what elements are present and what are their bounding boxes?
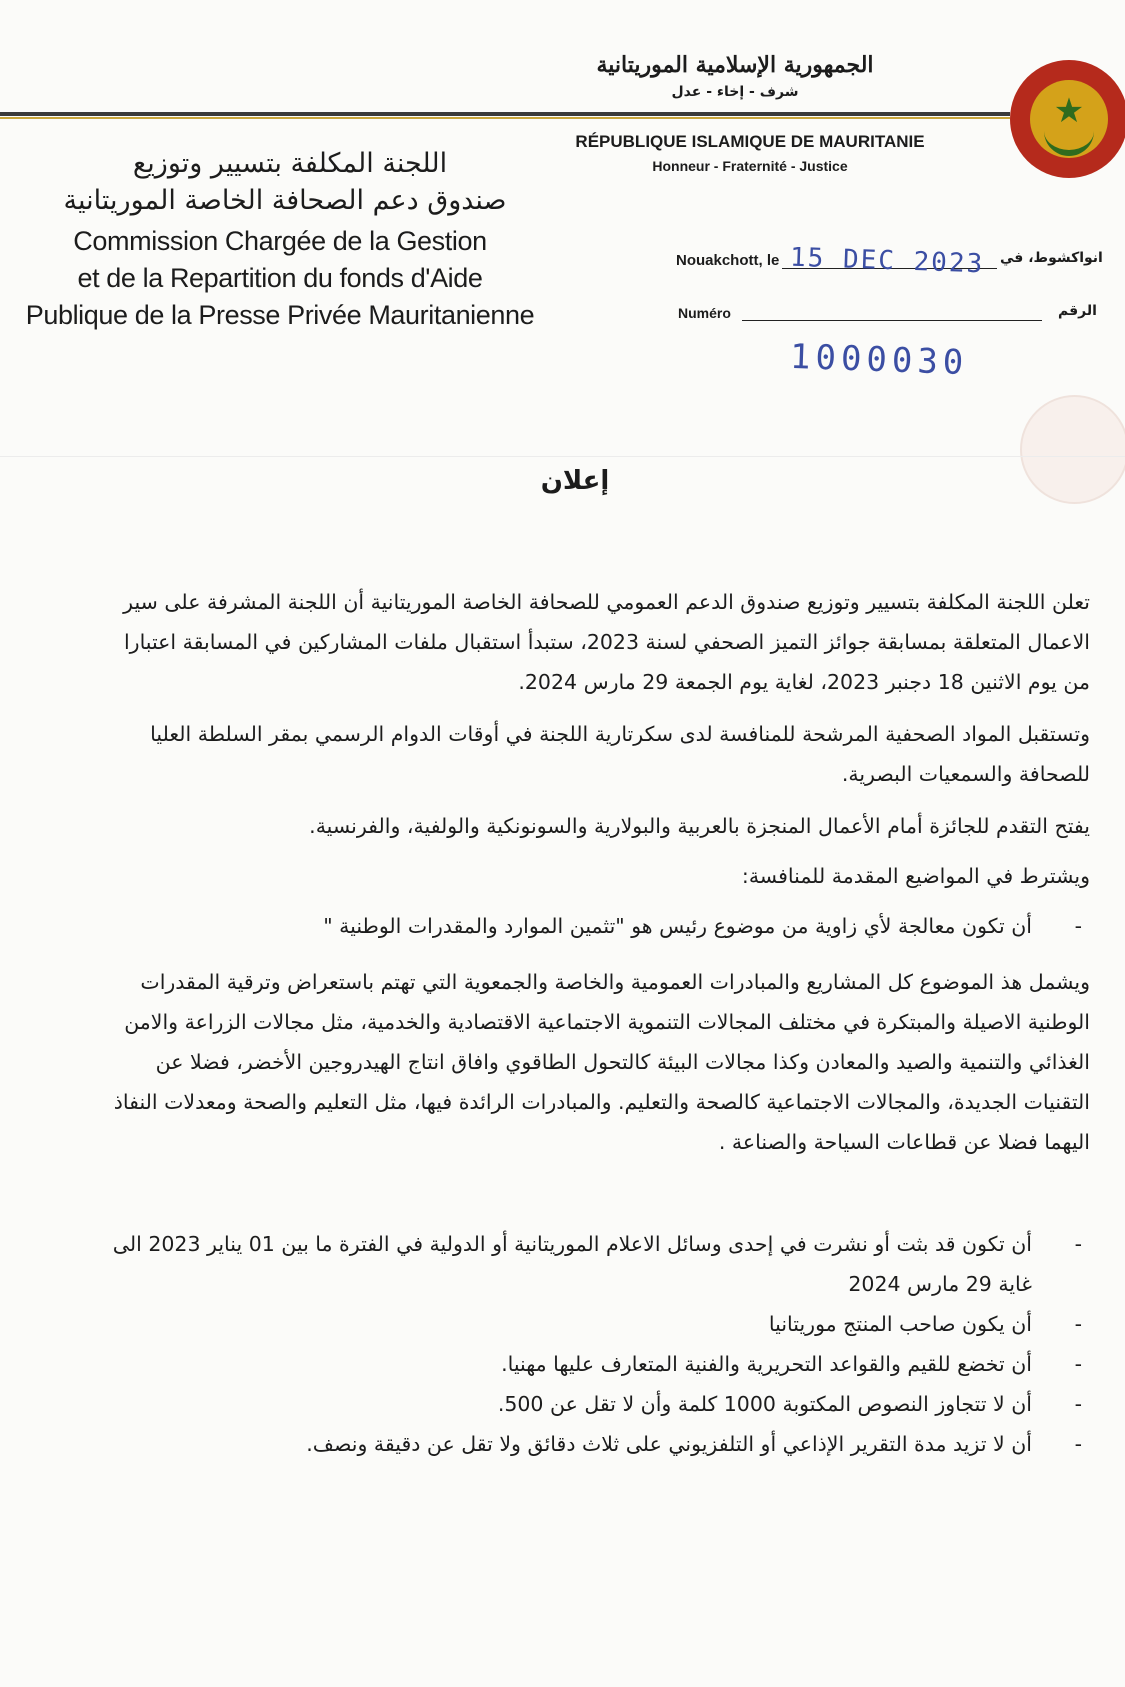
republic-name-arabic: الجمهورية الإسلامية الموريتانية	[596, 52, 874, 78]
condition-item: - أن لا تزيد مدة التقرير الإذاعي أو التلفزيوني على ثلاث دقائق ولا تقل عن دقيقة ونصف.	[100, 1424, 1090, 1464]
seal-emblem	[1030, 80, 1108, 158]
condition-item: - أن لا تتجاوز النصوص المكتوبة 1000 كلمة وأن لا تقل عن 500.	[100, 1384, 1090, 1424]
date-label-french: Nouakchott, le	[676, 252, 780, 269]
commission-name-french-line1: Commission Chargée de la Gestion	[73, 226, 487, 256]
number-label-arabic: الرقم	[1058, 303, 1097, 319]
republic-name-french: RÉPUBLIQUE ISLAMIQUE DE MAURITANIE	[575, 132, 925, 151]
condition-item: - أن يكون صاحب المنتج موريتانيا	[100, 1304, 1090, 1344]
commission-name-arabic-line2: صندوق دعم الصحافة الخاصة الموريتانية	[63, 185, 507, 216]
faint-divider	[0, 456, 1125, 457]
paragraph-languages: يفتح التقدم للجائزة أمام الأعمال المنجزة بالعربية والبولارية والسونونكية والولفية، والفرنسية.	[309, 814, 1090, 838]
commission-name-arabic-line1: اللجنة المكلفة بتسيير وتوزيع	[132, 148, 448, 179]
national-seal	[1010, 60, 1125, 178]
header-rule-gold	[0, 117, 1010, 119]
motto-arabic: شرف - إخاء - عدل	[671, 84, 799, 100]
announcement-title: إعلان	[540, 466, 610, 496]
ghost-seal	[1020, 395, 1125, 504]
paragraph-theme-scope: ويشمل هذ الموضوع كل المشاريع والمبادرات العمومية والخاصة والجمعوية التي تهتم باستعراض وترقية المقدرات الوطنية الاصيلة والمبتكرة في مختلف المجالات التنموية الاجتماعية الاقتصادية والخدمية، مثل مجالات الزراعة والامن الغذائي والتنمية والصيد والمعادن وكذا مجالات البيئة كالتحول الطاقوي وافاق انتاج الهيدروجين الأخضر، فضلا عن التقنيات الجديدة، والمجالات الاجتماعية كالصحة والتعليم. والمبادرات الرائدة فيها، مثل التعليم والصحة ومعدلات النفاذ اليهما فضلا عن قطاعات السياحة والصناعة .	[113, 970, 1090, 1154]
condition-item: - أن تخضع للقيم والقواعد التحريرية والفنية المتعارف عليها مهنيا.	[100, 1344, 1090, 1384]
paragraph-intro: تعلن اللجنة المكلفة بتسيير وتوزيع صندوق الدعم العمومي للصحافة الخاصة الموريتانية أن اللجنة المشرفة على سير الاعمال المتعلقة بمسابقة جوائز التميز الصحفي لسنة 2023، ستبدأ استقبال ملفات المشاركين في المسابقة اعتبارا من يوم الاثنين 18 دجنبر 2023، لغاية يوم الجمعة 29 مارس 2024.	[123, 590, 1090, 694]
paragraph-reception: وتستقبل المواد الصحفية المرشحة للمنافسة لدى سكرتارية اللجنة في أوقات الدوام الرسمي بمقر السلطة العليا للصحافة والسمعيات البصرية.	[150, 722, 1090, 786]
commission-name-french-line3: Publique de la Presse Privée Mauritanienne	[25, 300, 535, 330]
announcement-body	[100, 582, 1090, 1464]
commission-name-french-line2: et de la Repartition du fonds d'Aide	[77, 263, 483, 293]
star-icon: ★	[1053, 91, 1085, 131]
date-label-arabic: انواكشوط، في	[1000, 250, 1103, 266]
number-stamp: 1000030	[789, 336, 969, 384]
crescent-icon	[1044, 128, 1094, 156]
number-line	[742, 320, 1042, 321]
number-label-french: Numéro	[678, 305, 731, 321]
condition-item: - أن تكون معالجة لأي زاوية من موضوع رئيس هو "تثمين الموارد والمقدرات الوطنية "	[100, 906, 1090, 946]
header-rule	[0, 112, 1010, 116]
condition-item: - أن تكون قد بثت أو نشرت في إحدى وسائل الاعلام الموريتانية أو الدولية في الفترة ما بين 01 يناير 2023 الى غاية 29 مارس 2024	[100, 1224, 1090, 1304]
paragraph-conditions-intro: ويشترط في المواضيع المقدمة للمنافسة:	[741, 864, 1090, 888]
date-stamp: 15 DEC 2023	[789, 242, 985, 280]
motto-french: Honneur - Fraternité - Justice	[652, 158, 848, 174]
